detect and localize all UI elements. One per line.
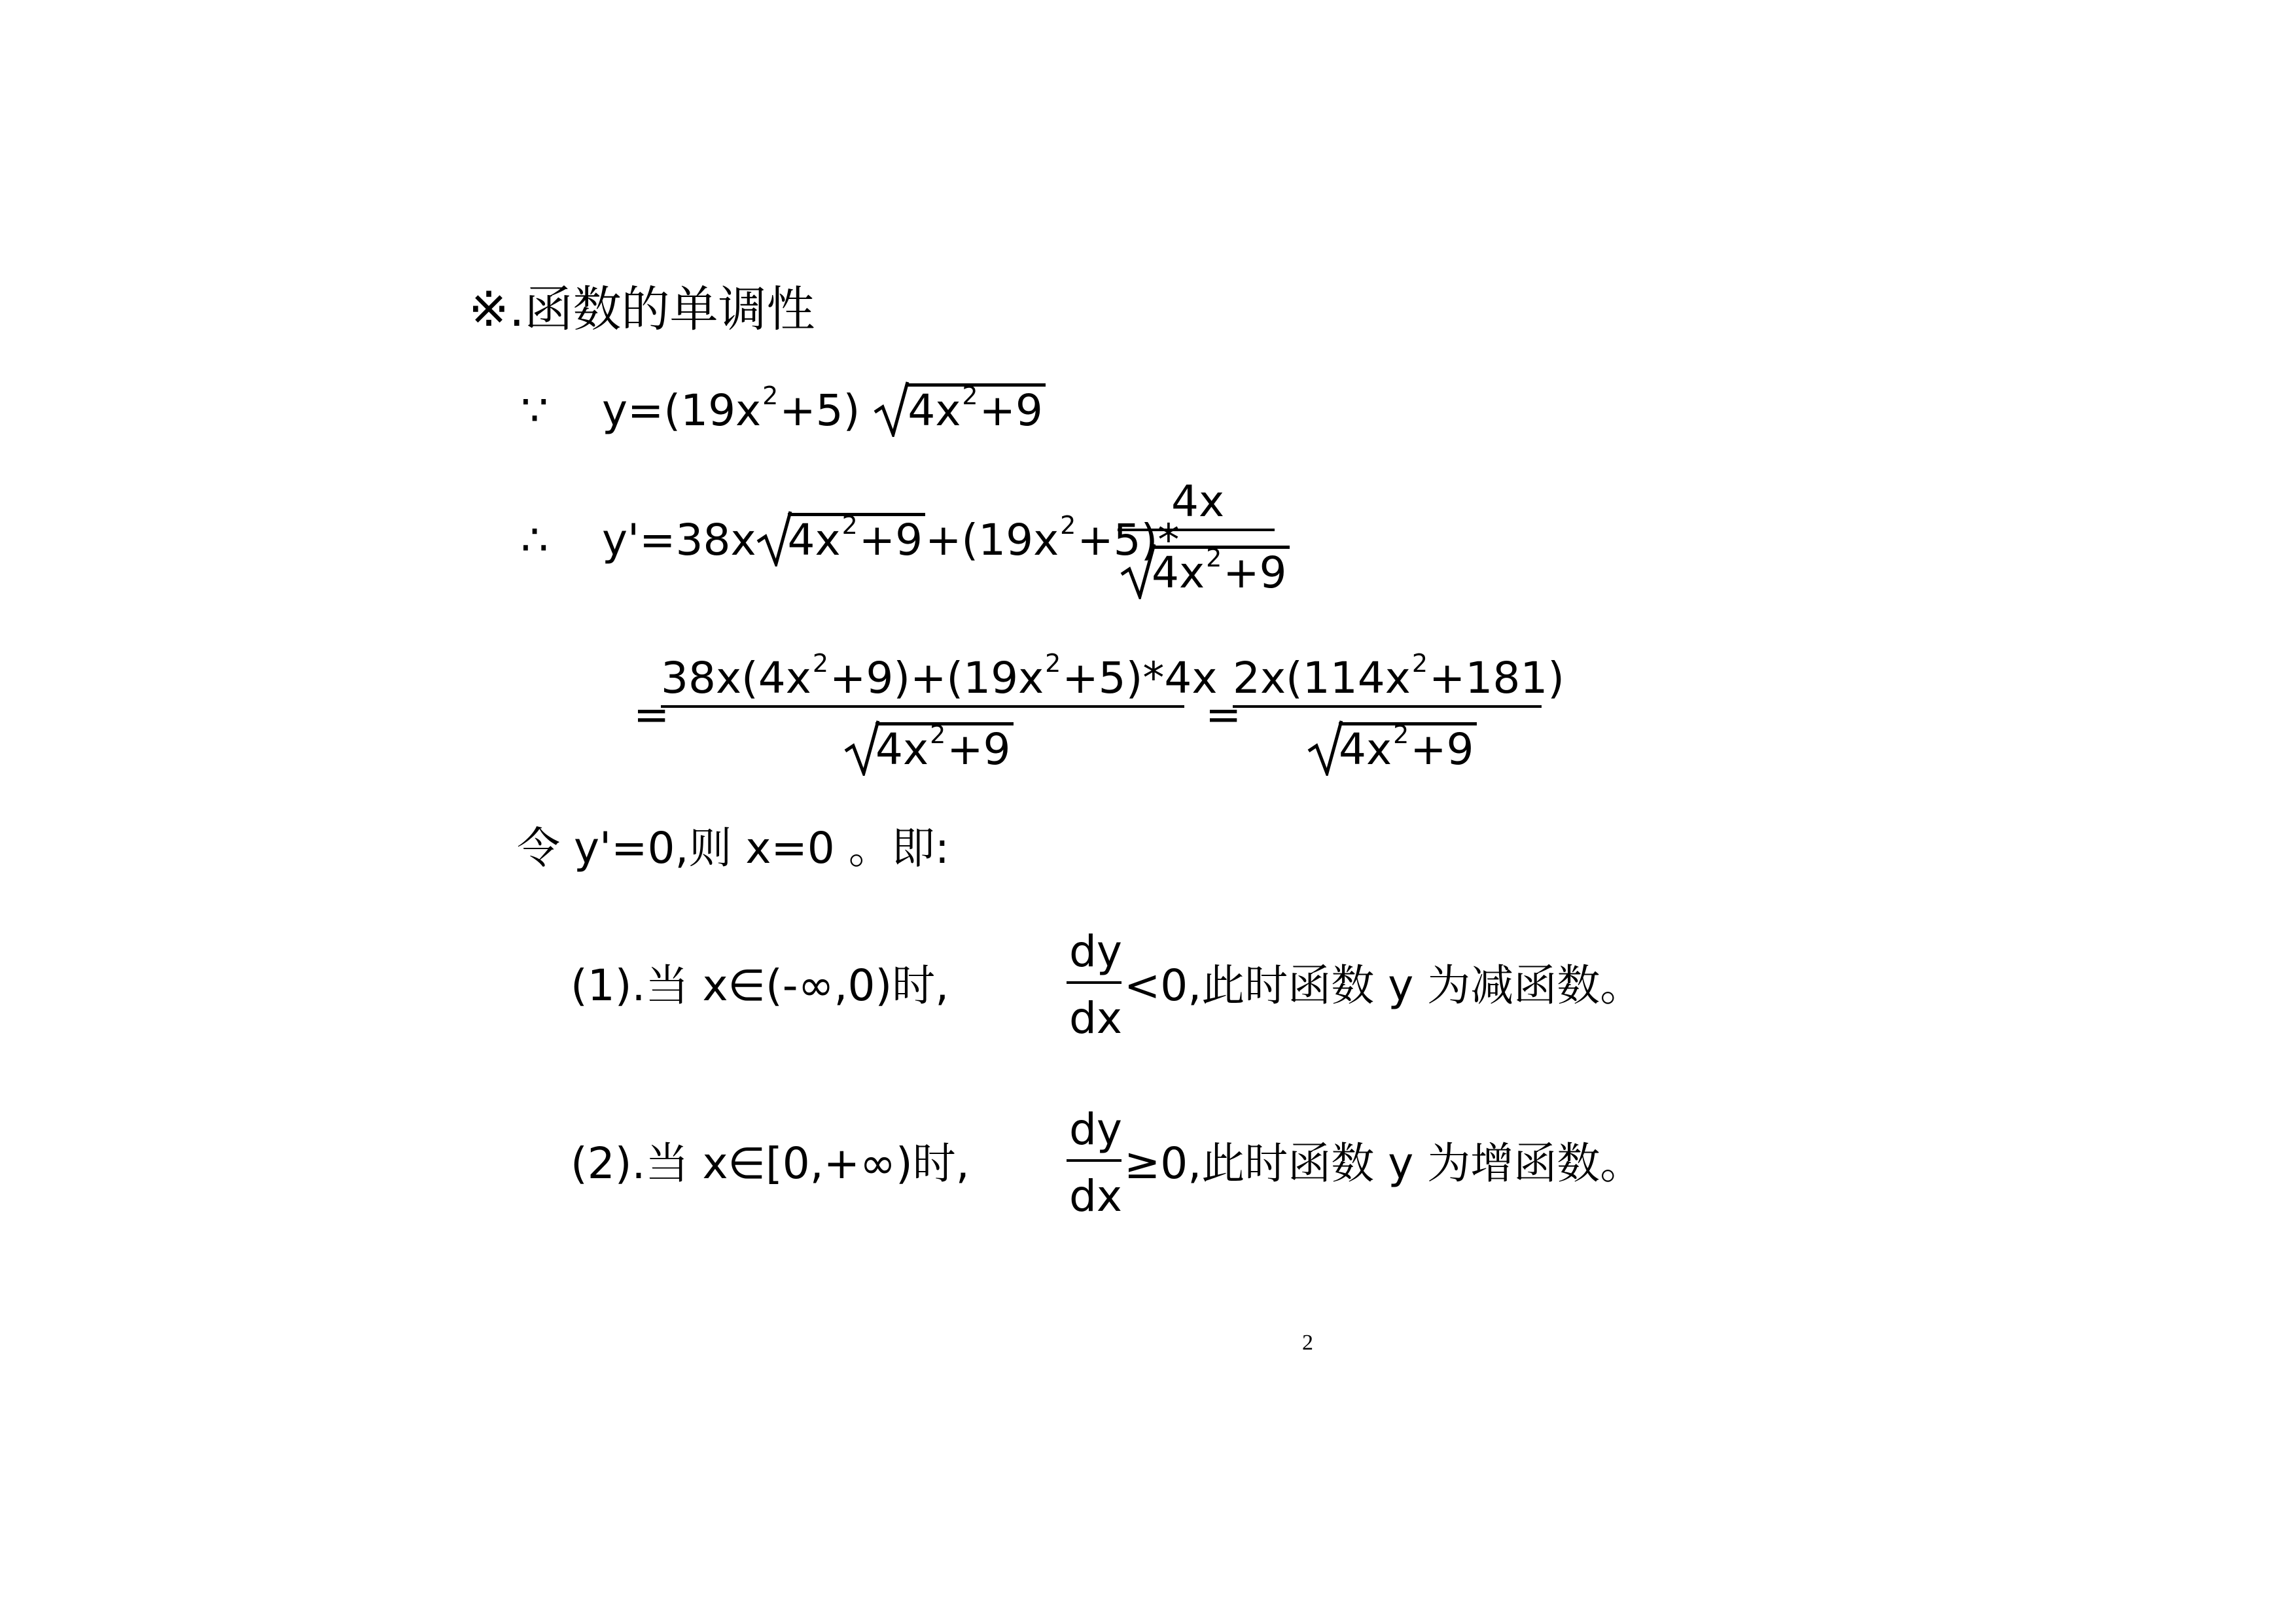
fraction-numerator	[1233, 649, 1565, 703]
equals-sign: =	[1205, 689, 1242, 740]
function-definition-cont: +5)	[779, 385, 860, 436]
square-root	[1120, 544, 1290, 598]
derivative-denominator: dx	[1069, 1171, 1122, 1221]
radicand-cont: +9	[947, 724, 1011, 775]
fraction-bar	[1233, 705, 1542, 708]
numerator-part: +9)+(19x	[830, 653, 1044, 703]
radicand-cont: +9	[858, 515, 923, 565]
fraction-bar	[1067, 981, 1122, 984]
derivative-numerator: dy	[1069, 926, 1122, 977]
square-root	[1307, 720, 1477, 775]
fraction-bar	[1067, 1159, 1122, 1162]
fraction-bar	[661, 705, 1184, 708]
case-2-prefix: (2).当 x∈[0,+∞)时,	[571, 1138, 970, 1189]
case-1-prefix: (1).当 x∈(-∞,0)时,	[571, 960, 949, 1011]
because-symbol: ∵	[521, 385, 548, 436]
section-heading: ※.函数的单调性	[468, 281, 815, 338]
radicand: 4x	[875, 724, 929, 775]
derivative-denominator: dx	[1069, 993, 1122, 1043]
exponent: 2	[812, 649, 829, 678]
radicand: 4x	[787, 515, 841, 565]
radicand-cont: +9	[1410, 724, 1474, 775]
square-root	[756, 511, 926, 565]
fraction-denominator	[1120, 544, 1290, 598]
critical-point-line: 令 y'=0,则 x=0 。即:	[517, 823, 949, 873]
because-line	[521, 381, 1046, 436]
exponent: 2	[1060, 511, 1076, 540]
radicand-cont: +9	[1223, 548, 1287, 598]
numerator-part: 38x(4x	[661, 653, 811, 703]
fraction-numerator	[661, 649, 1218, 703]
derivative-numerator: dy	[1069, 1104, 1122, 1155]
fraction-bar	[1118, 529, 1275, 531]
exponent: 2	[1411, 649, 1428, 678]
exponent: 2	[930, 720, 946, 749]
radicand-cont: +9	[979, 385, 1043, 436]
exponent: 2	[841, 511, 858, 540]
derivative-term-cont: +5)*	[1077, 515, 1180, 565]
fraction-denominator	[844, 720, 1014, 775]
exponent: 2	[762, 381, 779, 410]
exponent: 2	[962, 381, 978, 410]
numerator-part: +181)	[1429, 653, 1565, 703]
exponent: 2	[1393, 720, 1409, 749]
fraction-denominator	[1307, 720, 1477, 775]
therefore-symbol: ∴	[521, 515, 548, 565]
radicand: 4x	[908, 385, 961, 436]
case-2-suffix: ≥0,此时函数 y 为增函数。	[1124, 1138, 1644, 1189]
page-number: 2	[1302, 1331, 1313, 1355]
square-root	[874, 381, 1046, 436]
therefore-line	[521, 511, 1180, 565]
square-root	[844, 720, 1014, 775]
exponent: 2	[1206, 544, 1222, 572]
numerator-part: +5)*4x	[1062, 653, 1218, 703]
fraction-numerator: 4x	[1171, 476, 1225, 527]
numerator-part: 2x(114x	[1233, 653, 1411, 703]
derivative-term: +(19x	[925, 515, 1059, 565]
function-definition: y=(19x	[601, 385, 762, 436]
equals-sign: =	[633, 689, 670, 740]
derivative-lhs: y'=38x	[601, 515, 756, 565]
exponent: 2	[1045, 649, 1061, 678]
case-1-suffix: <0,此时函数 y 为减函数。	[1124, 960, 1644, 1011]
radicand: 4x	[1339, 724, 1392, 775]
radicand: 4x	[1152, 548, 1205, 598]
